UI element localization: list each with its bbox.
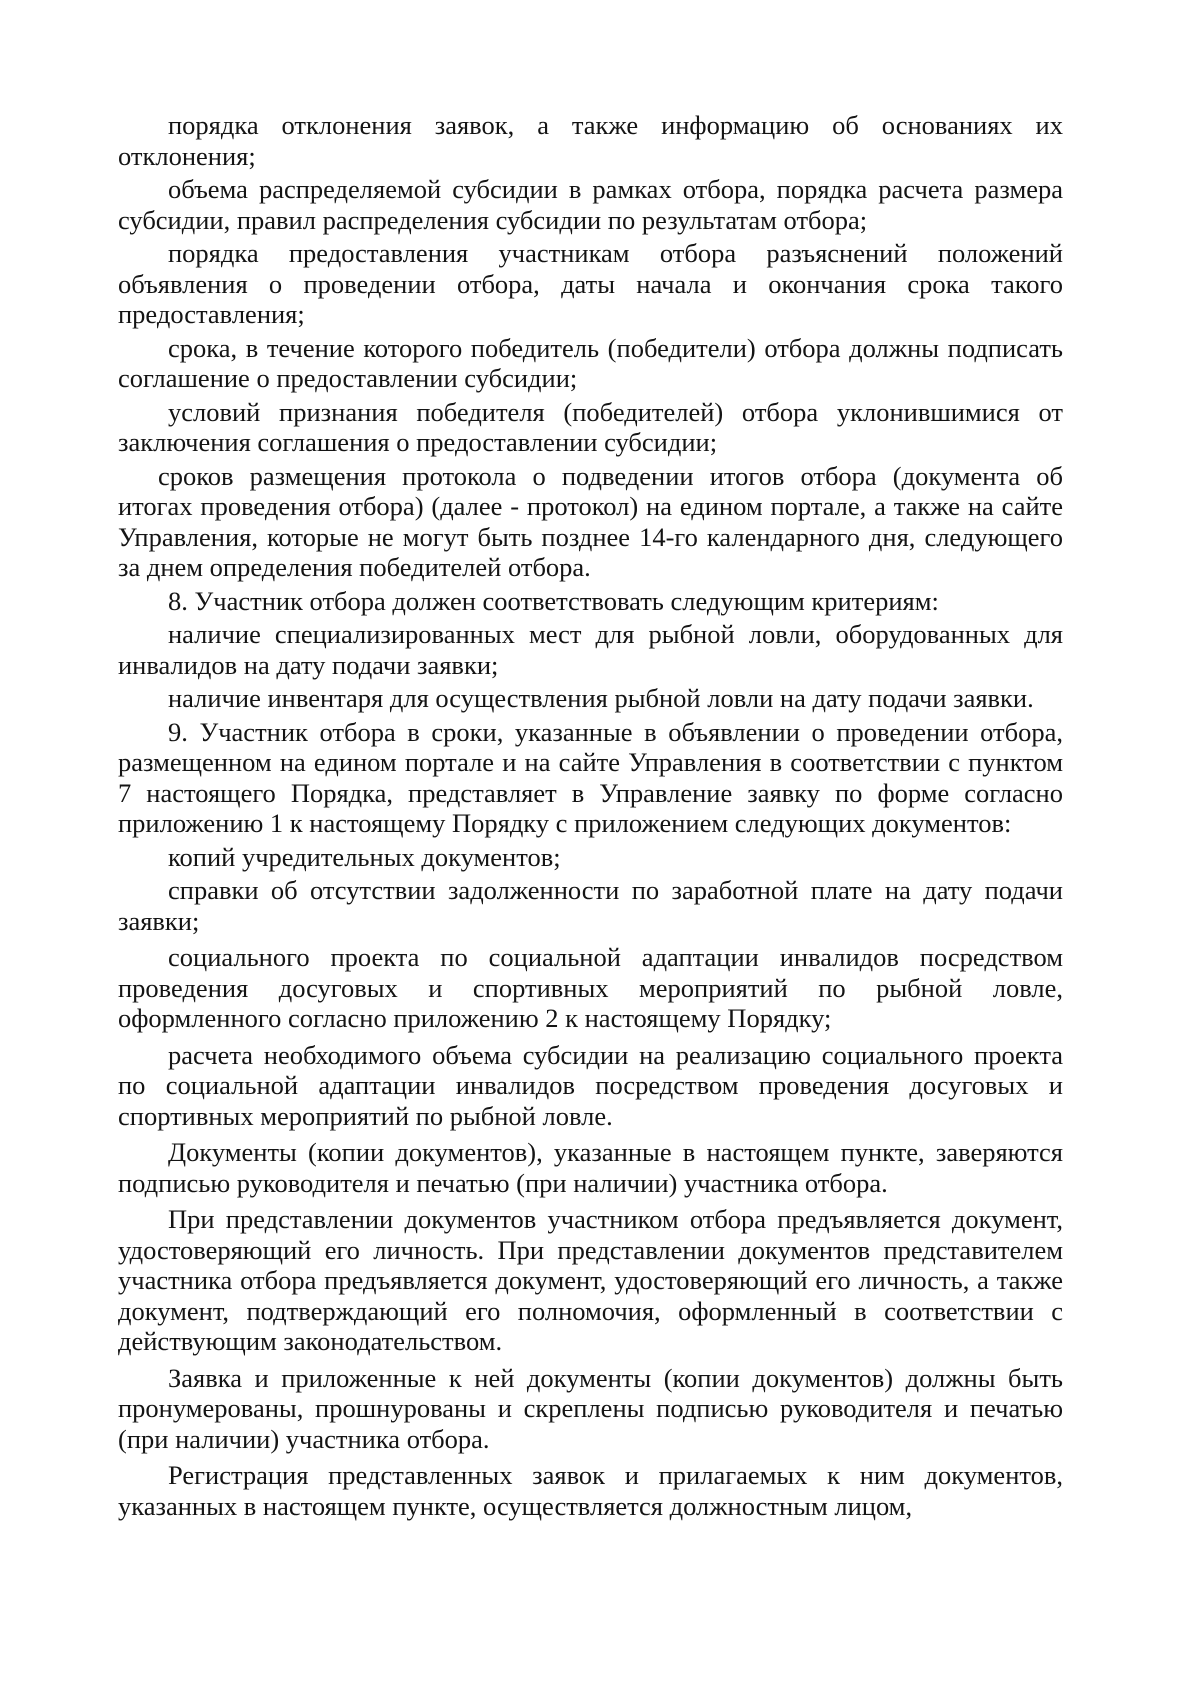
paragraph-fishing-inventory: наличие инвентаря для осуществления рыбной ловли на дату подачи заявки. (168, 683, 1034, 713)
paragraph-subsidy-volume: объема распределяемой субсидии в рамках отбора, порядка расчета размера субсидии, правил распределения субсидии по результатам отбора; (118, 174, 1063, 235)
paragraph-clarifications: порядка предоставления участникам отбора разъяснений положений объявления о проведении отбора, даты начала и окончания срока такого предоставления; (118, 238, 1063, 329)
paragraph-item-9: 9. Участник отбора в сроки, указанные в объявлении о проведении отбора, размещенном на едином портале и на сайте Управления в соответствии с пунктом 7 настоящего Порядка, представляет в Управление заявку по форме согласно приложению 1 к настоящему Порядку с приложением следующих документов: (118, 716, 1063, 838)
paragraph-item-8: 8. Участник отбора должен соответствовать следующим критериям: (168, 585, 939, 616)
paragraph-numbering: Заявка и приложенные к ней документы (копии документов) должны быть пронумерованы, прошнурованы и скреплены подписью руководителя и печатью (при наличии) участника отбора. (118, 1362, 1063, 1454)
document-page (118, 110, 1063, 1524)
paragraph-registration: Регистрация представленных заявок и прилагаемых к ним документов, указанных в настоящем пункте, осуществляется должностным лицом, (118, 1460, 1063, 1521)
paragraph-evasion-conditions: условий признания победителя (победителей) отбора уклонившимися от заключения соглашения о предоставлении субсидии; (118, 396, 1063, 457)
paragraph-subsidy-calculation: расчета необходимого объема субсидии на реализацию социального проекта по социальной адаптации инвалидов посредством проведения досуговых и спортивных мероприятий по рыбной ловле. (118, 1039, 1063, 1131)
paragraph-social-project: социального проекта по социальной адаптации инвалидов посредством проведения досуговых и спортивных мероприятий по рыбной ловле, оформленного согласно приложению 2 к настоящему Порядку; (118, 942, 1063, 1033)
paragraph-salary-debt: справки об отсутствии задолженности по заработной плате на дату подачи заявки; (118, 875, 1063, 936)
paragraph-founding-documents: копий учредительных документов; (168, 841, 561, 872)
paragraph-rejection-procedure: порядка отклонения заявок, а также информацию об основаниях их отклонения; (118, 110, 1063, 171)
paragraph-signing-deadline: срока, в течение которого победитель (победители) отбора должны подписать соглашение о предоставлении субсидии; (118, 332, 1063, 393)
paragraph-fishing-places: наличие специализированных мест для рыбной ловли, оборудованных для инвалидов на дату подачи заявки; (118, 619, 1063, 680)
paragraph-identity-documents: При представлении документов участником отбора предъявляется документ, удостоверяющий его личность. При представлении документов представителем участника отбора предъявляется документ, удостоверяющий его личность, а также документ, подтверждающий его полномочия, оформленный в соответствии с действующим законодательством. (118, 1204, 1063, 1356)
paragraph-certification: Документы (копии документов), указанные в настоящем пункте, заверяются подписью руководителя и печатью (при наличии) участника отбора. (118, 1137, 1063, 1198)
paragraph-protocol-deadlines: сроков размещения протокола о подведении итогов отбора (документа об итогах проведения отбора) (далее - протокол) на едином портале, а также на сайте Управления, которые не могут быть позднее 14-го календарного дня, следующего за днем определения победителей отбора. (118, 460, 1063, 582)
